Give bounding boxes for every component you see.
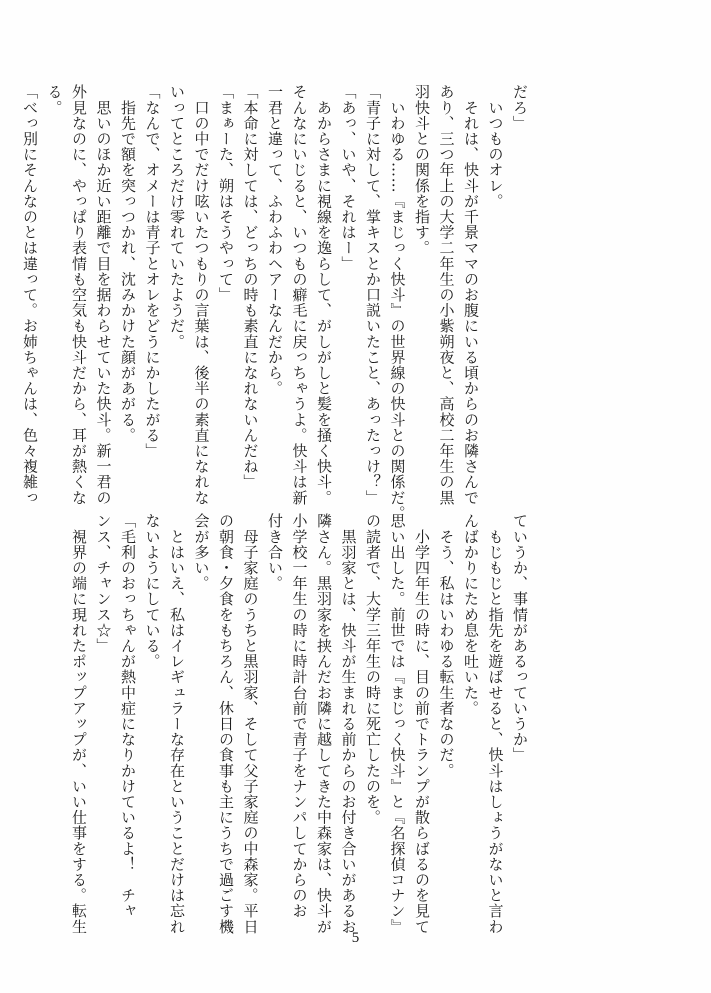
text-line: 小学校一年生の時に時計台前で青子をナンパしてからのお	[290, 513, 309, 919]
text-line: ないようにしている。	[143, 513, 162, 669]
text-line: あり、三つ年上の大学二年生の小紫朔夜と、高校二年生の黒	[437, 84, 456, 506]
text-line: それは、快斗が千景ママのお腹にいる頃からのお隣さんで	[462, 84, 480, 506]
text-line: もじもじと指先を遊ばせると、快斗はしょうがないと言わ	[486, 513, 505, 935]
text-line: あからさまに視線を逸らして、がしがしと髪を掻く快斗。	[315, 84, 333, 506]
text-line: そんなにいじると、いつもの癖毛に戻っちゃうよ。快斗は新	[290, 84, 309, 506]
text-line: 付き合い。	[266, 513, 284, 591]
text-line: 口の中でだけ呟いたつもりの言葉は、後半の素直になれな	[192, 84, 211, 506]
upper-text-block	[21, 84, 532, 521]
text-line: いってところだけ零れていたようだ。	[168, 84, 186, 350]
text-line: 「あっ、いや、それはー」	[339, 84, 358, 272]
text-line: 一君と違って、ふわふわヘアーなんだから。	[266, 84, 284, 396]
text-line: の朝食・夕食をもちろん、休日の食事も主にうちで過ごす機	[217, 513, 235, 935]
text-line: ンス、チャンス☆」	[94, 513, 113, 654]
text-line: 外見なのに、やっぱり表情も空気も快斗だから、耳が熱くな	[70, 84, 88, 506]
text-line: 思い出した。前世では『まじっく快斗』と『名探偵コナン』	[388, 513, 407, 935]
text-line: 会が多い。	[192, 513, 211, 591]
text-line: 視界の端に現れたポップアップが、いい仕事をする。転生	[70, 513, 88, 935]
page-number: 5	[351, 930, 360, 946]
text-line: 小学四年生の時に、目の前でトランプが散らばるのを見て	[413, 513, 431, 935]
text-line: だろ」	[511, 84, 529, 131]
text-line: 指先で額を突っつかれ、沈みかけた顔があがる。	[119, 84, 137, 443]
text-line: 「べっ別にそんなのとは違って。お姉ちゃんは、色々複雑っ	[21, 84, 39, 506]
text-line: 「まぁーた、朔はそうやって」	[217, 84, 235, 303]
text-line: いわゆる……『まじっく快斗』の世界線の快斗との関係だ。	[388, 84, 407, 521]
lower-text-block	[70, 513, 532, 935]
text-line: 羽快斗との関係を指す。	[413, 84, 431, 256]
text-line: 「毛利のおっちゃんが熱中症になりかけているよ！ チャ	[119, 513, 137, 919]
text-line: 隣さん。黒羽家を挟んだお隣に越してきた中森家は、快斗が	[315, 513, 333, 935]
text-line: いつものオレ。	[486, 84, 505, 209]
text-line: 「なんで、オメーは青子とオレをどうにかしたがる」	[143, 84, 162, 459]
text-line: そう、私はいわゆる転生者なのだ。	[437, 513, 456, 779]
text-line: 「青子に対して、掌キスとか口説いたこと、あったっけ？」	[364, 84, 382, 506]
text-line: 思いのほか近い距離で目を据わらせていた快斗。新一君の	[94, 84, 113, 506]
text-line: ていうか、事情があるっていうか」	[511, 513, 529, 763]
text-line: の読者で、大学三年生の時に死亡したのを。	[364, 513, 382, 825]
text-line: んばかりにため息を吐いた。	[462, 513, 480, 716]
text-line: 母子家庭のうちと黒羽家、そして父子家庭の中森家。平日	[241, 513, 260, 935]
text-line: とはいえ、私はイレギュラーな存在ということだけは忘れ	[168, 513, 186, 935]
text-line: る。	[45, 84, 64, 116]
text-line: 「本命に対しては、どっちの時も素直になれないんだね」	[241, 84, 260, 490]
text-line: 黒羽家とは、快斗が生まれる前からのお付き合いがあるお	[339, 513, 358, 935]
